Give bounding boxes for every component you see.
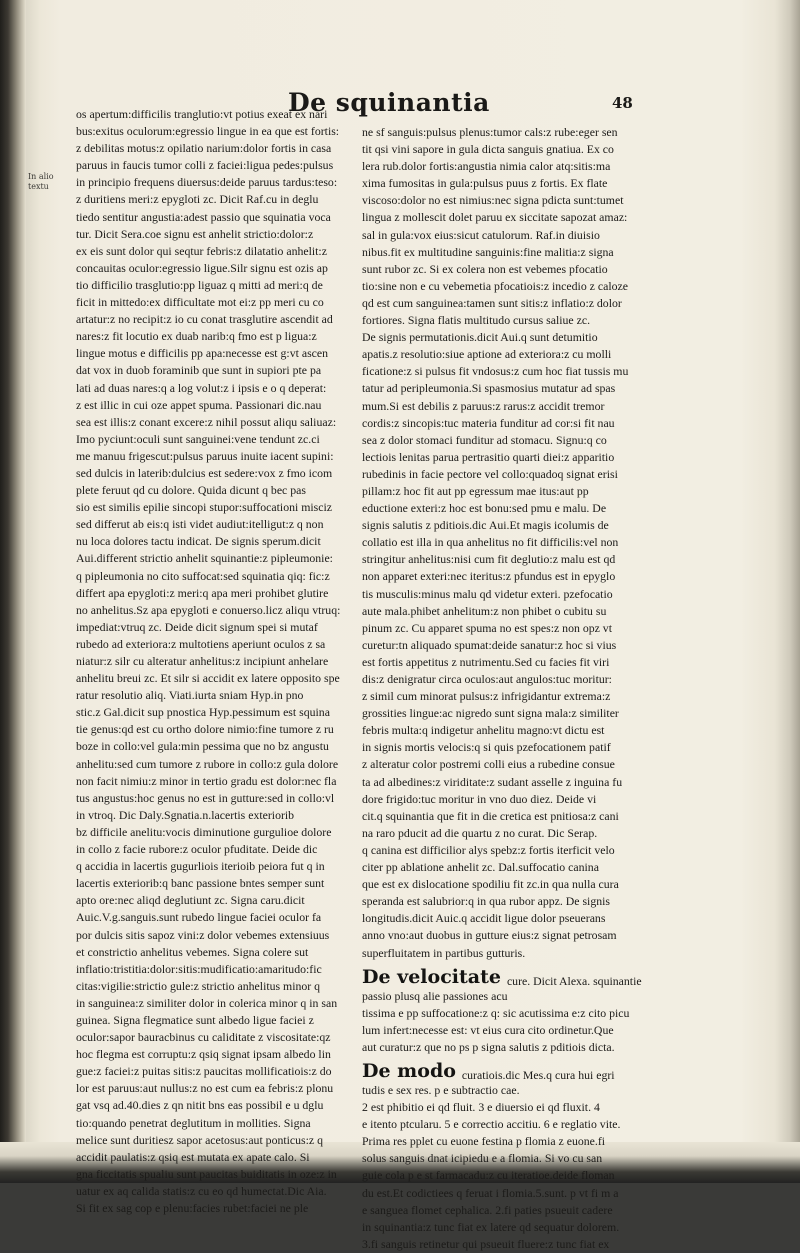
text-line: e sanguea flomet cephalica. 2.fi paties psueuit cadere <box>362 1202 613 1217</box>
text-line: z simil cum minorat pulsus:z infrigidantur extrema:z <box>362 689 611 704</box>
text-line: et constrictio anhelitus vebemes. Signa colere sut <box>76 944 309 959</box>
text-line: impediat:vtruq zc. Deide dicit signum spei si mutaf <box>76 619 318 634</box>
text-line: tio:sine non e cu vebemetia pfocatiois:z incedio z caloze <box>362 278 628 293</box>
text-line: rubedo ad exteriora:z multotiens aperiunt oculos z sa <box>76 636 326 651</box>
text-line: me manuu frigescut:pulsus paruus inuite iacent supini: <box>76 448 334 463</box>
text-line: febris multa:q indigetur anhelitu magno:vt dictu est <box>362 723 605 738</box>
text-line: anno vno:aut duobus in gutture eius:z signat petrosam <box>362 928 617 943</box>
text-line: sal in gula:vox eius:sicut catulorum. Raf.in diuisio <box>362 227 600 242</box>
text-line: ne sf sanguis:pulsus plenus:tumor cals:z rube:eger sen <box>362 125 618 139</box>
text-line: plete feruut qd cu dolore. Quida dicunt q bec pas <box>76 483 306 498</box>
text-line: z alteratur color postremi colli eius a rubedine consue <box>362 757 615 772</box>
text-line: ficatione:z si pulsus fit vndosus:z cum hoc fiat tussis mu <box>362 364 629 379</box>
text-line: no anhelitus.Sz apa epygloti e conuerso.licz aliqu vtruq: <box>76 602 341 617</box>
left-column <box>76 106 354 1217</box>
text-line: rubedinis in facie pectore vel collo:quadoq signat erisi <box>362 466 618 481</box>
text-line: lor est paruus:aut nullus:z no est cum ea febris:z plonu <box>76 1081 334 1096</box>
text-line: tur. Dicit Sera.coe signu est anhelit strictio:dolor:z <box>76 226 314 241</box>
page-header: De squinantia <box>288 88 490 117</box>
text-line: tissima e pp suffocatione:z q: sic acutissima e:z cito picu <box>362 1005 630 1020</box>
text-line: paruus in faucis tumor colli z faciei:ligua pedes:pulsus <box>76 158 334 173</box>
text-line: gat vsq ad.40.dies z qn nitit bns eas possibil e u dglu <box>76 1098 324 1113</box>
text-line: ratur resolutio aliq. Viati.iurta sniam Hyp.in pno <box>76 688 304 703</box>
text-line: e itento ptcularu. 5 e correctio accitiu. 6 e reglatio vite. <box>362 1117 621 1132</box>
text-line: ta ad albedines:z viriditate:z sudant asselle z inguina fu <box>362 774 623 789</box>
text-line: Auic.V.g.sanguis.sunt rubedo lingue faciei oculor fa <box>76 910 322 925</box>
text-line: passio plusq alie passiones acu <box>362 988 508 1003</box>
text-line: nu loca dolores tactu indicat. De signis sperum.dicit <box>76 534 321 549</box>
text-line: lingua z mollescit dolet paruu ex siccitate sapozat amaz: <box>362 210 628 225</box>
text-line: mum.Si est debilis z paruus:z rarus:z accidit tremor <box>362 398 605 413</box>
text-line: longitudis.dicit Auic.q accidit ligue dolor pseuerans <box>362 911 606 926</box>
section-heading-velocitate: De velocitate <box>362 965 501 988</box>
text-line: tis musculis:minus malu qd videtur exteri. pzefocatio <box>362 586 613 601</box>
text-line: ficit in mittedo:ex difficultate mot ei:z pp meri cu co <box>76 295 324 310</box>
text-line: Si fit ex sag cop e plenu:facies rubet:faciei ne ple <box>76 1201 309 1215</box>
text-line: 2 est phibitio ei qd fluit. 3 e diuersio ei qd fluxit. 4 <box>362 1100 600 1115</box>
text-line: in sanguinea:z similiter dolor in colerica minor q in san <box>76 995 338 1010</box>
text-line: gna ficcitatis spualiu sunt paucitas buiditatis in oze:z in <box>76 1166 337 1181</box>
text-line: os apertum:difficilis tranglutio:vt potius exeat ex nari <box>76 107 328 121</box>
text-line: tio:quando penetrat deglutitum in mollities. Signa <box>76 1115 311 1130</box>
text-line: curetur:tn aliquado spumat:deide sanatur:z hoc si vius <box>362 637 617 652</box>
text-line: est fortis appetitus z nutrimentu.Sed cu facies fit viri <box>362 654 610 669</box>
right-column <box>362 124 662 1253</box>
text-line: stic.z Gal.dicit sup pnostica Hyp.pessimum est squina <box>76 705 330 720</box>
text-line: De signis permutationis.dicit Aui.q sunt detumitio <box>362 330 598 345</box>
text-line: ex eis sunt dolor qui seqtur febris:z dilatatio anhelit:z <box>76 243 327 258</box>
text-line: grossities lingue:ac nigredo sunt signa mala:z similiter <box>362 706 619 721</box>
text-line: guie cola p e st farmacadu:z cu iteratioe.deide floman <box>362 1168 615 1183</box>
text-line: inflatio:tristitia:dolor:sitis:mudificatio:amaritudo:fic <box>76 961 322 976</box>
text-line: in vtroq. Dic Daly.Sgnatia.n.lacertis exteriorib <box>76 807 295 822</box>
text-line: sed differut ab eis:q isti videt audiut:itelligut:z q non <box>76 517 324 532</box>
section-velocitate-first-line: cure. Dicit Alexa. squinantie <box>506 973 642 988</box>
text-line: na raro pducit ad die quartu z no curat. Dic Serap. <box>362 825 598 840</box>
text-line: tie genus:qd est cu ortho dolore nimio:fine tumore z ru <box>76 722 334 737</box>
margin-note: In alio textu <box>28 172 54 191</box>
text-line: stringitur anhelitus:nisi cum fit deglutio:z malu est qd <box>362 552 616 567</box>
text-line: pillam:z hoc fit aut pp egressum mae itus:aut pp <box>362 483 589 498</box>
text-line: gue:z faciei:z puitas sitis:z paucitas mollificatiois:z do <box>76 1064 332 1079</box>
left-page-edge <box>0 0 26 1183</box>
text-line: q accidia in lacertis gugurliois iterioib peiora fut q in <box>76 859 325 874</box>
text-line: differt apa epygloti:z meri:q apa meri prohibet glutire <box>76 585 329 600</box>
section-velocitate-body <box>362 988 662 1056</box>
text-line: fortiores. Signa flatis multitudo cursus saliue zc. <box>362 313 591 328</box>
text-line: eductione exteri:z hoc est bonu:sed pmu e malu. De <box>362 501 607 516</box>
section-modo-heading-row <box>362 1056 662 1082</box>
text-line: citas:vigilie:strictio gule:z strictio anhelitus minor q <box>76 978 321 993</box>
text-line: hoc flegma est corruptu:z qsiq signat ipsam albedo lin <box>76 1047 331 1062</box>
text-line: solus sanguis dnat icipiedu e a flomia. Si vo cu san <box>362 1151 603 1166</box>
text-line: que est ex dislocatione spodiliu fit zc.in qua nulla cura <box>362 877 619 892</box>
text-line: in principio frequens diuersus:deide paruus tardus:teso: <box>76 175 338 190</box>
text-line: in collo z facie rubore:z oculor pfuditate. Deide dic <box>76 842 318 857</box>
text-line: non apparet exteri:nec iteritus:z pfundus est in epyglo <box>362 569 616 584</box>
text-line: citer pp ablatione anhelit zc. Dal.suffocatio canina <box>362 860 599 875</box>
section-modo-first-line: curatiois.dic Mes.q cura hui egri <box>461 1067 615 1082</box>
text-line: dore frigido:tuc moritur in vno duo diez. Deide vi <box>362 791 597 806</box>
text-line: pinum zc. Cu apparet spuma no est spes:z non opz vt <box>362 620 612 635</box>
text-line: cordis:z sincopis:tuc materia funditur ad cor:si fit nau <box>362 415 615 430</box>
right-column-body <box>362 124 662 962</box>
text-line: tiedo sentitur angustia:adest passio que squinatia voca <box>76 209 331 224</box>
text-line: accidit paulatis:z qsiq est mutata ex apate calo. Si <box>76 1149 310 1164</box>
text-line: anhelitu breui zc. Et silr si accidit ex latere opposito spe <box>76 671 340 686</box>
text-line: Imo pyciunt:oculi sunt sanguinei:vene tendunt zc.ci <box>76 431 320 446</box>
text-line: niatur:z silr cu alteratur anhelitus:z incipiunt anhelare <box>76 654 329 668</box>
text-line: guinea. Signa flegmatice sunt albedo ligue faciei z <box>76 1012 314 1027</box>
text-line: bus:exitus oculorum:egressio lingue in ea que est fortis: <box>76 124 340 139</box>
text-line: concauitas oculor:egressio ligue.Silr signu est ozis ap <box>76 260 328 275</box>
text-line: aute mala.phibet anhelitum:z non phibet o cubitu su <box>362 603 607 618</box>
section-heading-modo: De modo <box>362 1059 456 1082</box>
text-line: viscoso:dolor no est nimius:nec signa pdicta sunt:tumet <box>362 193 624 208</box>
text-line: 3.fi sanguis retinetur qui psueuit fluere:z tunc fiat ex <box>362 1236 610 1251</box>
section-modo-body <box>362 1082 662 1253</box>
text-line: sea z dolor stomaci funditur ad stomacu. Signu:q co <box>362 432 607 447</box>
page-number: 48 <box>612 94 633 112</box>
text-line: por dulcis sitis sapoz vini:z dolor vebemes extensiuus <box>76 927 330 942</box>
text-line: q pipleumonia no cito suffocat:sed squinatia qiq: fic:z <box>76 568 330 583</box>
text-line: in signis mortis velocis:q si quis pzefocationem patif <box>362 740 611 755</box>
text-line: collatio est illa in qua anhelitus no fit difficilis:vel non <box>362 535 619 550</box>
text-line: tit qsi vini sapore in gula dicta sanguis gnatiua. Ex co <box>362 142 614 157</box>
text-line: z duritiens meri:z epygloti zc. Dicit Raf.cu in deglu <box>76 192 319 207</box>
text-line: q canina est difficilior alys spebz:z fortis iterficit velo <box>362 842 615 857</box>
text-line: tus angustus:hoc genus no est in gutture:sed in collo:vl <box>76 790 335 805</box>
text-line: dat vox in duob foraminib que sunt in supiori pte pa <box>76 363 322 378</box>
text-line: lati ad duas nares:q a log volut:z i ipsis e o q deperat: <box>76 380 327 395</box>
section-velocitate-heading-row <box>362 962 662 988</box>
text-line: boze in collo:vel gula:min pessima que no bz angustu <box>76 739 329 754</box>
text-line: qd est cum sanguinea:tamen sunt sitis:z inflatio:z dolor <box>362 295 622 310</box>
text-line: lum infert:necesse est: vt eius cura cito ordinetur.Que <box>362 1022 614 1037</box>
text-line: z est illic in cui oze appet spuma. Passionari dic.nau <box>76 397 322 412</box>
text-line: du est.Et codictiees q feruat i flomia.5.sunt. p vt fi m a <box>362 1185 619 1200</box>
text-line: lacertis exteriorib:q banc passione bntes semper sunt <box>76 876 325 891</box>
text-line: sed dulcis in laterib:dulcius est sedere:vox z fmo icom <box>76 465 333 480</box>
text-line: apto ore:nec aliqd deglutiunt zc. Signa caru.dicit <box>76 893 305 908</box>
text-line: Prima res pplet cu euone festina p flomia z euone.fi <box>362 1134 606 1149</box>
text-line: dis:z denigratur circa oculos:aut angulos:tuc moritur: <box>362 672 612 686</box>
text-line: nares:z fit locutio ex duab narib:q fmo est p ligua:z <box>76 329 317 344</box>
text-line: sio est similis epilie sincopi stupor:suffocationi misciz <box>76 500 333 515</box>
text-line: Aui.different strictio anhelit squinantie:z pipleumonie: <box>76 551 333 566</box>
text-line: nibus.fit ex multitudine sanguinis:fine malitia:z signa <box>362 244 614 259</box>
text-line: tudis e sex res. p e subtractio cae. <box>362 1082 520 1097</box>
text-line: sea est illis:z conant excere:z nihil possut aliqu saliuaz: <box>76 414 337 429</box>
text-line: melice sunt duritiesz sapor acetosus:aut ponticus:z q <box>76 1132 324 1147</box>
text-line: non facit nimiu:z minor in tertio gradu est dolor:nec fla <box>76 773 337 788</box>
text-line: speranda est salubrior:q in qua rubor appz. De signis <box>362 894 610 909</box>
text-line: lingue motus e difficilis pp apa:necesse est g:vt ascen <box>76 346 329 361</box>
text-line: anhelitu:sed cum tumore z rubore in collo:z gula dolore <box>76 756 339 771</box>
text-line: apatis.z resolutio:siue aptione ad exteriora:z cu molli <box>362 347 612 362</box>
text-line: tio difficilio trasglutio:pp liguaz q mitti ad meri:q de <box>76 277 323 292</box>
text-line: superfluitatem in partibus gutturis. <box>362 945 526 960</box>
text-line: aut curatur:z que no ps p signa salutis z pditiois dicta. <box>362 1039 615 1054</box>
text-line: oculor:sapor bauracbinus cu caliditate z viscositate:qz <box>76 1030 331 1045</box>
text-line: cit.q squinantia que fit in die cretica est pnitiosa:z cani <box>362 808 619 823</box>
text-line: tatur ad peripleumonia.Si spasmosius mutatur ad spas <box>362 381 616 396</box>
text-line: xima fumositas in gula:pulsus puus z fortis. Ex flate <box>362 176 608 191</box>
text-line: artatur:z no recipit:z io cu conat trasglutire ascendit ad <box>76 312 333 327</box>
text-line: lera rub.dolor fortis:angustia nimia calor atq:sitis:ma <box>362 159 611 174</box>
text-line: bz difficile anelitu:vocis diminutione gurgulioe dolore <box>76 824 332 839</box>
text-line: sunt rubor zc. Si ex colera non est vebemes pfocatio <box>362 261 608 276</box>
text-line: uatur ex aq calida statis:z cu eo qd humectat.Dic Aia. <box>76 1183 327 1198</box>
text-line: in squinantia:z tunc fiat ex latere qd sequatur dolorem. <box>362 1219 620 1234</box>
text-line: z debilitas motus:z opilatio narium:dolor fortis in casa <box>76 141 332 156</box>
text-line: lectiois lenitas parua pertrasitio quarti diei:z apparitio <box>362 449 615 464</box>
text-line: signis salutis z pditiois.dic Aui.Et magis icolumis de <box>362 518 609 533</box>
